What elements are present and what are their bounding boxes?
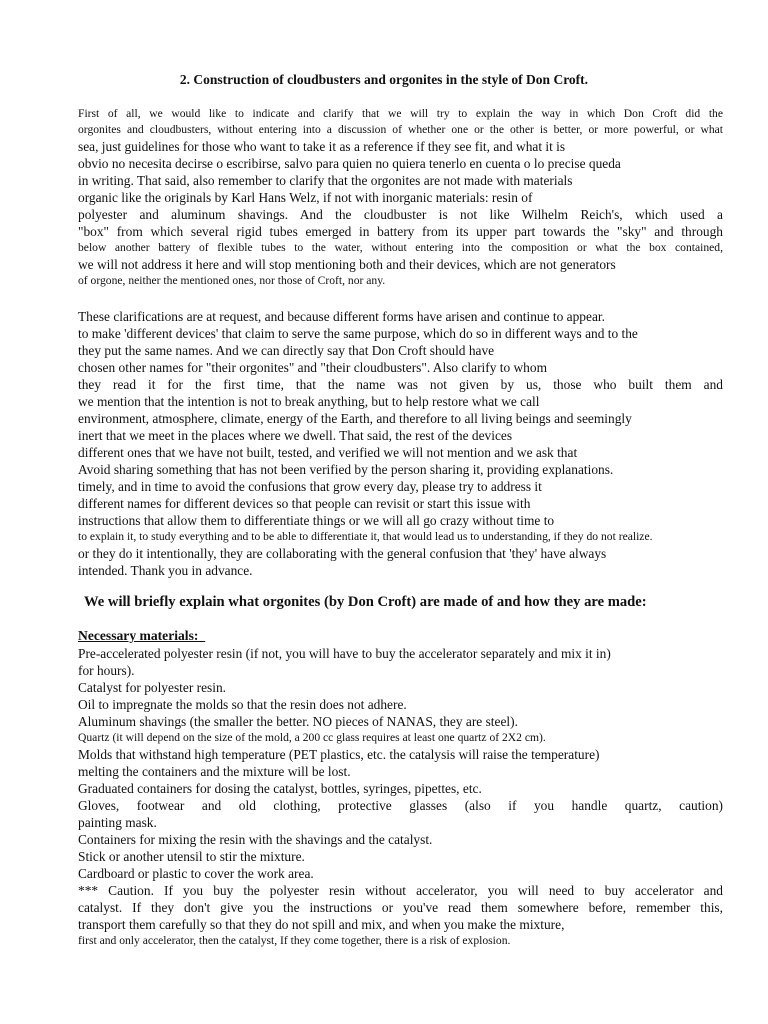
- clarification-text-line: we mention that the intention is not to break anything, but to help restore what we call: [78, 394, 540, 409]
- intro-text-line: of orgone, neither the mentioned ones, nor those of Croft, nor any.: [78, 274, 386, 287]
- clarification-text-line: instructions that allow them to differentiate things or we will all go crazy without time to: [78, 513, 555, 528]
- material-item-line: Molds that withstand high temperature (PET plastics, etc. the catalysis will raise the temperature): [78, 747, 600, 762]
- material-item-line: first and only accelerator, then the catalyst, If they come together, there is a risk of explosion.: [78, 934, 511, 947]
- section-title: 2. Construction of cloudbusters and orgonites in the style of Don Croft.: [179, 72, 589, 87]
- material-item-line: Gloves, footwear and old clothing, protective glasses (also if you handle quartz, caution): [78, 798, 723, 813]
- clarification-text-line: chosen other names for "their orgonites" and "their cloudbusters". Also clarify to whom: [78, 360, 547, 375]
- clarification-text-line: to make 'different devices' that claim to serve the same purpose, which do so in different ways and to the: [78, 326, 638, 341]
- intro-text-line: in writing. That said, also remember to clarify that the orgonites are not made with materials: [78, 173, 573, 188]
- material-item-line: Pre-accelerated polyester resin (if not, you will have to buy the accelerator separately and mix it in): [78, 646, 611, 661]
- material-item-line: *** Caution. If you buy the polyester resin without accelerator, you will need to buy accelerator and: [78, 883, 723, 898]
- material-item-line: transport them carefully so that they do not spill and mix, and when you make the mixture,: [78, 917, 565, 932]
- material-item-line: Graduated containers for dosing the catalyst, bottles, syringes, pipettes, etc.: [78, 781, 482, 796]
- material-item-line: Catalyst for polyester resin.: [78, 680, 227, 695]
- intro-text-line: organic like the originals by Karl Hans Welz, if not with inorganic materials: resin of: [78, 190, 533, 205]
- material-item-line: Stick or another utensil to stir the mixture.: [78, 849, 305, 864]
- material-item-line: Quartz (it will depend on the size of the mold, a 200 cc glass requires at least one quartz of 2X2 cm).: [78, 731, 546, 744]
- intro-text-line: "box" from which several rigid tubes emerged in battery from its upper part towards the "sky" and through: [78, 224, 723, 239]
- intro-text-line: sea, just guidelines for those who want to take it as a reference if they see fit, and what it is: [78, 139, 566, 154]
- materials-list: [78, 645, 723, 949]
- clarification-text-line: different ones that we have not built, tested, and verified we will not mention and we ask that: [78, 445, 578, 460]
- intro-text-line: below another battery of flexible tubes to the water, without entering into the composition or what the box contained,: [78, 241, 723, 254]
- clarifications-paragraph: [78, 308, 723, 579]
- materials-heading: Necessary materials:: [78, 628, 206, 643]
- intro-paragraph: [78, 106, 723, 289]
- orgonite-explanation-heading: We will briefly explain what orgonites (by Don Croft) are made of and how they are made:: [84, 594, 647, 610]
- material-item-line: Aluminum shavings (the smaller the better. NO pieces of NANAS, they are steel).: [78, 714, 518, 729]
- clarification-text-line: or they do it intentionally, they are collaborating with the general confusion that 'they' have always: [78, 546, 607, 561]
- material-item-line: catalyst. If they don't give you the instructions or you've read them somewhere before, remember this,: [78, 900, 723, 915]
- clarification-text-line: environment, atmosphere, climate, energy of the Earth, and therefore to all living beings and seemingly: [78, 411, 632, 426]
- clarification-text-line: they put the same names. And we can directly say that Don Croft should have: [78, 343, 495, 358]
- clarification-text-line: different names for different devices so that people can revisit or start this issue with: [78, 496, 531, 511]
- material-item-line: Oil to impregnate the molds so that the resin does not adhere.: [78, 697, 407, 712]
- intro-text-line: orgonites and cloudbusters, without entering into a discussion of whether one or the other is better, or more powerful, or what: [78, 123, 723, 136]
- clarification-text-line: inert that we meet in the places where we dwell. That said, the rest of the devices: [78, 428, 513, 443]
- clarification-text-line: These clarifications are at request, and because different forms have arisen and continue to appear.: [78, 309, 605, 324]
- clarification-text-line: timely, and in time to avoid the confusions that grow every day, please try to address it: [78, 479, 542, 494]
- material-item-line: painting mask.: [78, 815, 157, 830]
- intro-text-line: obvio no necesita decirse o escribirse, salvo para quien no quiera tenerlo en cuenta o lo precise queda: [78, 156, 621, 171]
- intro-text-line: polyester and aluminum shavings. And the cloudbuster is not like Wilhelm Reich's, which used a: [78, 207, 723, 222]
- clarification-text-line: to explain it, to study everything and to be able to differentiate it, that would lead us to understanding, if they do not realize.: [78, 530, 653, 543]
- material-item-line: Cardboard or plastic to cover the work area.: [78, 866, 314, 881]
- material-item-line: melting the containers and the mixture will be lost.: [78, 764, 351, 779]
- material-item-line: for hours).: [78, 663, 135, 678]
- material-item-line: Containers for mixing the resin with the shavings and the catalyst.: [78, 832, 433, 847]
- intro-text-line: First of all, we would like to indicate and clarify that we will try to explain the way in which Don Croft did the: [78, 107, 723, 120]
- clarification-text-line: intended. Thank you in advance.: [78, 563, 253, 578]
- clarification-text-line: they read it for the first time, that the name was not given by us, those who built them and: [78, 377, 723, 392]
- clarification-text-line: Avoid sharing something that has not been verified by the person sharing it, providing explanations.: [78, 462, 614, 477]
- intro-text-line: we will not address it here and will stop mentioning both and their devices, which are not generators: [78, 257, 616, 272]
